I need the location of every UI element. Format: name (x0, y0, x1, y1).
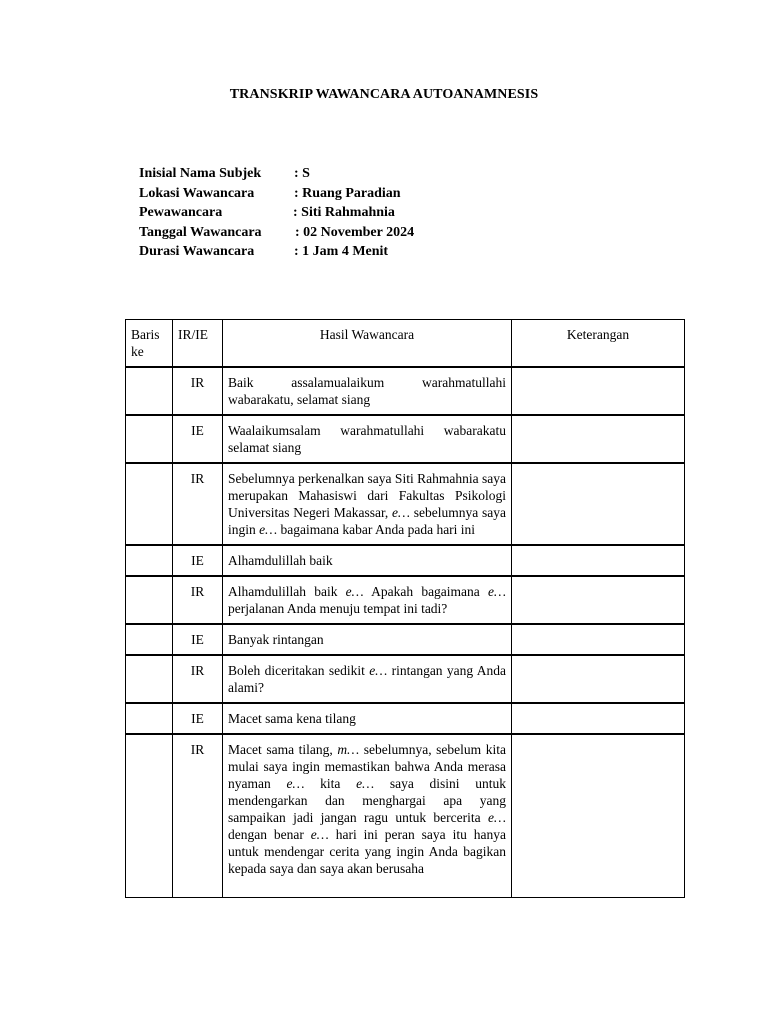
cell-speaker-code: IR (173, 463, 223, 545)
cell-speaker-code: IR (173, 655, 223, 703)
cell-speaker-code: IR (173, 734, 223, 898)
cell-speaker-code: IR (173, 367, 223, 415)
cell-hasil-wawancara: Sebelumnya perkenalkan saya Siti Rahmahnia saya merupakan Mahasiswi dari Fakultas Psikologi Universitas Negeri Makassar, e… sebelumnya saya ingin e… bagaimana kabar Anda pada hari ini (223, 463, 512, 545)
cell-hasil-wawancara (223, 734, 512, 898)
table-row (126, 367, 685, 415)
cell-keterangan (512, 734, 685, 898)
cell-baris (126, 703, 173, 734)
header-hasil: Hasil Wawancara (223, 320, 512, 368)
cell-hasil-wawancara: Alhamdulillah baik e… Apakah bagaimana e… perjalanan Anda menuju tempat ini tadi? (223, 576, 512, 624)
cell-hasil-wawancara: Boleh diceritakan sedikit e… rintangan yang Anda alami? (223, 655, 512, 703)
header-code: IR/IE (173, 320, 223, 368)
cell-keterangan (512, 415, 685, 463)
cell-baris (126, 463, 173, 545)
cell-keterangan (512, 655, 685, 703)
cell-keterangan (512, 576, 685, 624)
cell-baris (126, 367, 173, 415)
table-row (126, 415, 685, 463)
meta-value: : 1 Jam 4 Menit (294, 244, 389, 259)
meta-label: Pewawancara (139, 205, 223, 220)
meta-label: Tanggal Wawancara (139, 224, 262, 240)
cell-speaker-code: IE (173, 703, 223, 734)
cell-keterangan (512, 463, 685, 545)
table-row (126, 463, 685, 545)
table-row (126, 576, 685, 624)
table-row (126, 655, 685, 703)
meta-value: : Siti Rahmahnia (293, 205, 395, 220)
cell-speaker-code: IE (173, 415, 223, 463)
meta-label: Durasi Wawancara (139, 244, 255, 259)
cell-hasil-wawancara: Waalaikumsalam warahmatullahi wabarakatu selamat siang (223, 415, 512, 463)
cell-hasil-wawancara: Banyak rintangan (223, 624, 512, 655)
meta-value: : 02 November 2024 (295, 224, 415, 240)
cell-hasil-wawancara: Alhamdulillah baik (223, 545, 512, 576)
document-title: TRANSKRIP WAWANCARA AUTOANAMNESIS (229, 87, 539, 102)
cell-baris (126, 624, 173, 655)
meta-label: Lokasi Wawancara (139, 185, 255, 201)
cell-hasil-wawancara: Macet sama kena tilang (223, 703, 512, 734)
header-baris: Baris ke (126, 320, 173, 368)
table-row (126, 545, 685, 576)
cell-hasil-wawancara: Baik assalamualaikum warahmatullahi wabarakatu, selamat siang (223, 367, 512, 415)
cell-baris (126, 576, 173, 624)
cell-baris (126, 734, 173, 898)
cell-keterangan (512, 367, 685, 415)
cell-text: Macet sama tilang, m… sebelumnya, sebelum kita mulai saya ingin memastikan bahwa Anda merasa nyaman e… kita e… saya disini untuk mendengarkan dan menghargai apa yang sampaikan jadi jangan ragu untuk bercerita e… dengan benar e… hari ini peran saya itu hanya untuk mendengar cerita yang ingin Anda bagikan kepada saya dan saya akan berusaha (228, 742, 506, 876)
table-row (126, 734, 685, 898)
cell-baris (126, 655, 173, 703)
table-row (126, 624, 685, 655)
meta-value: : Ruang Paradian (294, 185, 401, 201)
cell-keterangan (512, 624, 685, 655)
cell-keterangan (512, 703, 685, 734)
meta-label: Inisial Nama Subjek (139, 166, 262, 181)
table-row (126, 703, 685, 734)
cell-keterangan (512, 545, 685, 576)
cell-speaker-code: IE (173, 545, 223, 576)
transcript-table (125, 319, 685, 898)
table-body (126, 367, 685, 898)
cell-baris (126, 415, 173, 463)
cell-speaker-code: IE (173, 624, 223, 655)
header-keterangan: Keterangan (512, 320, 685, 368)
meta-value: : S (294, 166, 310, 181)
table-header-row (126, 320, 685, 368)
cell-baris (126, 545, 173, 576)
cell-speaker-code: IR (173, 576, 223, 624)
